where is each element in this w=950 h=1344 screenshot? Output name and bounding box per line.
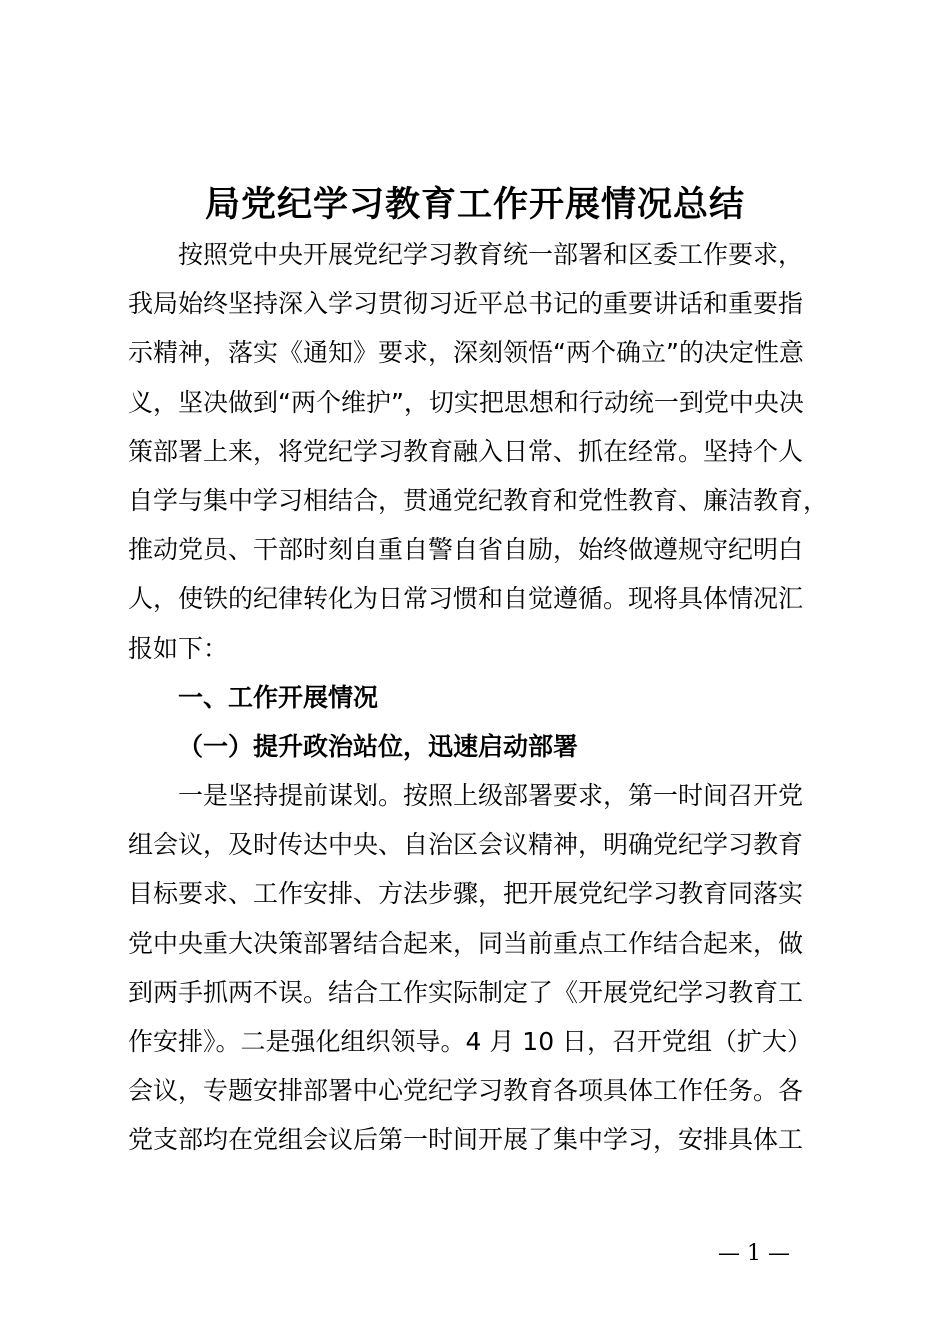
document-body: [128, 230, 860, 1165]
paragraph-line: 按照党中央开展党纪学习教育统一部署和区委工作要求，: [178, 240, 804, 269]
paragraph-line: 示精神，落实《通知》要求，深刻领悟“两个确立”的决定性意: [128, 338, 804, 368]
subsection-heading: （一）提升政治站位，迅速启动部署: [178, 731, 579, 761]
paragraph-line: 我局始终坚持深入学习贯彻习近平总书记的重要讲话和重要指: [128, 289, 804, 319]
document-title: 局党纪学习教育工作开展情况总结: [204, 185, 745, 225]
page-number: — 1 —: [718, 1241, 790, 1266]
paragraph-line: 人，使铁的纪律转化为日常习惯和自觉遵循。现将具体情况汇: [128, 584, 804, 614]
paragraph-line: 作安排》。二是强化组织领导。4 月 10 日，召开党组（扩大）: [128, 1027, 813, 1056]
paragraph-line: 推动党员、干部时刻自重自警自省自励，始终做遵规守纪明白: [128, 535, 804, 565]
paragraph-line: 自学与集中学习相结合，贯通党纪教育和党性教育、廉洁教育，: [128, 485, 829, 515]
paragraph-line: 目标要求、工作安排、方法步骤，把开展党纪学习教育同落实: [128, 879, 804, 909]
section-heading: 一、工作开展情况: [178, 682, 379, 712]
paragraph-line: 组会议，及时传达中央、自治区会议精神，明确党纪学习教育: [128, 830, 804, 860]
paragraph-line: 党中央重大决策部署结合起来，同当前重点工作结合起来，做: [128, 928, 804, 958]
paragraph-line: 一是坚持提前谋划。按照上级部署要求，第一时间召开党: [178, 781, 804, 811]
paragraph-line: 党支部均在党组会议后第一时间开展了集中学习，安排具体工: [128, 1125, 804, 1155]
paragraph-line: 义，坚决做到“两个维护”，切实把思想和行动统一到党中央决: [128, 387, 804, 417]
paragraph-line: 报如下：: [128, 633, 229, 663]
paragraph-line: 会议，专题安排部署中心党纪学习教育各项具体工作任务。各: [128, 1076, 804, 1106]
paragraph-line: 策部署上来，将党纪学习教育融入日常、抓在经常。坚持个人: [128, 436, 804, 466]
paragraph-line: 到两手抓两不误。结合工作实际制定了《开展党纪学习教育工: [128, 977, 804, 1007]
